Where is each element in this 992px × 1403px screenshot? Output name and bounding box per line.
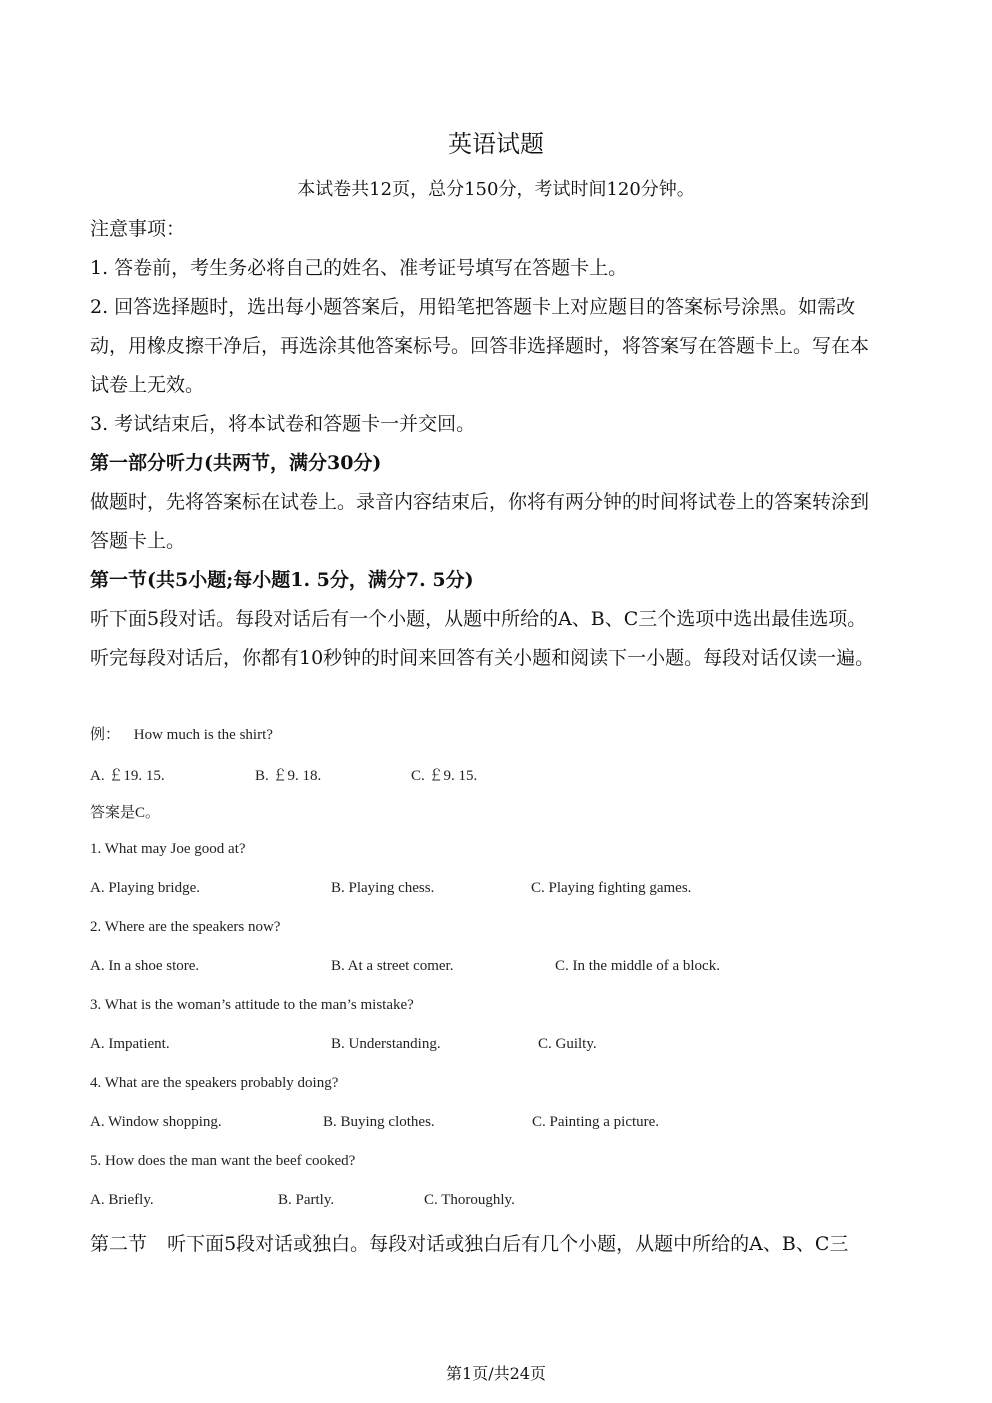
- page-title: 英语试题: [448, 130, 544, 158]
- section2-label: 第二节: [90, 1233, 148, 1255]
- question-3-option-c: C. Guilty.: [538, 1036, 597, 1052]
- question-4-option-a: A. Window shopping.: [90, 1114, 222, 1130]
- question-5-option-b: B. Partly.: [278, 1192, 335, 1208]
- section1-instruction-line-1: 听下面5段对话。每段对话后有一个小题，从题中所给的A、B、C三个选项中选出最佳选项。: [90, 608, 867, 630]
- question-3-option-b: B. Understanding.: [331, 1036, 441, 1052]
- question-2-option-b: B. At a street comer.: [331, 958, 454, 974]
- part1-heading: 第一部分听力(共两节，满分30分): [90, 452, 382, 474]
- question-3-option-a: A. Impatient.: [90, 1036, 170, 1052]
- question-4-option-b: B. Buying clothes.: [323, 1114, 435, 1130]
- section2-text: 听下面5段对话或独白。每段对话或独白后有几个小题，从题中所给的A、B、C三: [167, 1233, 849, 1255]
- notice-item-1: 1. 答卷前，考生务必将自己的姓名、准考证号填写在答题卡上。: [90, 257, 628, 279]
- question-5: 5. How does the man want the beef cooked?: [90, 1153, 356, 1169]
- part1-instruction-line-2: 答题卡上。: [90, 530, 186, 552]
- example-label: 例：: [90, 727, 121, 743]
- question-5-option-a: A. Briefly.: [90, 1192, 154, 1208]
- notice-item-3: 3. 考试结束后，将本试卷和答题卡一并交回。: [90, 413, 476, 435]
- example-answer: 答案是C。: [90, 805, 161, 821]
- example: [90, 723, 273, 744]
- question-3: 3. What is the woman’s attitude to the man’s mistake?: [90, 997, 414, 1013]
- notice-item-2-line-3: 试卷上无效。: [90, 374, 205, 396]
- exam-info: 本试卷共12页，总分150分，考试时间120分钟。: [297, 179, 695, 200]
- example-option-a: A. ￡19. 15.: [90, 768, 165, 784]
- example-question: How much is the shirt?: [133, 727, 273, 743]
- question-4-option-c: C. Painting a picture.: [532, 1114, 660, 1130]
- notice-item-2-line-2: 动，用橡皮擦干净后，再选涂其他答案标号。回答非选择题时，将答案写在答题卡上。写在本: [90, 335, 870, 357]
- section2-line: [90, 1229, 848, 1256]
- question-1: 1. What may Joe good at?: [90, 841, 246, 857]
- question-2: 2. Where are the speakers now?: [90, 919, 281, 935]
- question-1-option-a: A. Playing bridge.: [90, 880, 200, 896]
- notice-heading: 注意事项：: [90, 218, 186, 240]
- question-2-option-a: A. In a shoe store.: [90, 958, 200, 974]
- example-option-b: B. ￡9. 18.: [255, 768, 322, 784]
- part1-instruction-line-1: 做题时，先将答案标在试卷上。录音内容结束后，你将有两分钟的时间将试卷上的答案转涂到: [90, 491, 870, 513]
- question-1-option-b: B. Playing chess.: [331, 880, 435, 896]
- example-option-c: C. ￡9. 15.: [411, 768, 478, 784]
- section1-heading: 第一节(共5小题;每小题1. 5分，满分7. 5分): [90, 569, 474, 591]
- question-2-option-c: C. In the middle of a block.: [555, 958, 720, 974]
- question-5-option-c: C. Thoroughly.: [424, 1192, 515, 1208]
- section1-instruction-line-2: 听完每段对话后，你都有10秒钟的时间来回答有关小题和阅读下一小题。每段对话仅读一遍。: [90, 647, 875, 669]
- notice-item-2-line-1: 2. 回答选择题时，选出每小题答案后，用铅笔把答题卡上对应题目的答案标号涂黑。如需改: [90, 296, 856, 318]
- question-4: 4. What are the speakers probably doing?: [90, 1075, 339, 1091]
- page-number: 第1页/共24页: [446, 1364, 546, 1383]
- question-1-option-c: C. Playing fighting games.: [531, 880, 692, 896]
